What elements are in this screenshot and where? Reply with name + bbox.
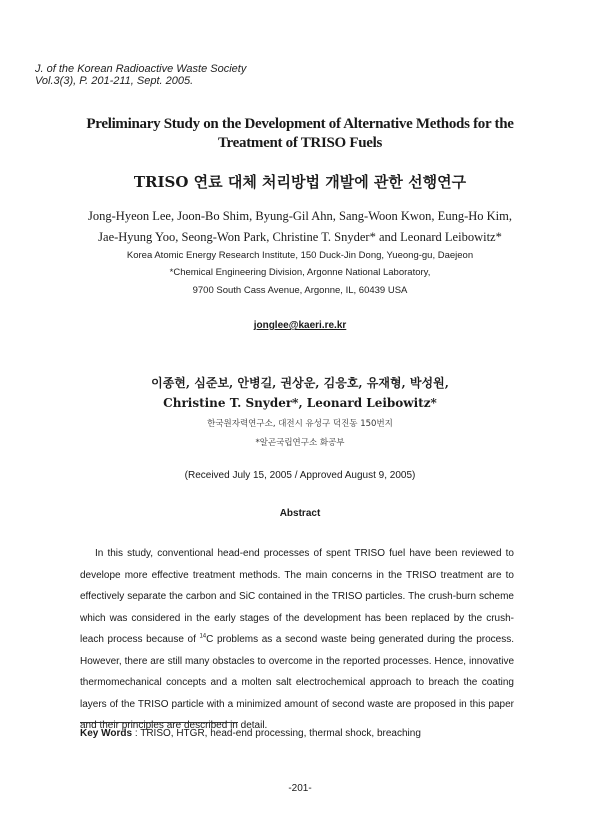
abstract-text-part1: In this study, conventional head-end processes of spent TRISO fuel have been reviewed to develope more effective treatment methods. The main concerns in the TRISO treatment are to effectively separate the carbon and SiC contained in the TRISO particles. The crush-burn scheme which was considered in the early stages of the development has been replaced by the crush-leach process because of <box>80 548 514 645</box>
korean-affiliation-argonne: *알곤국립연구소 화공부 <box>255 438 345 448</box>
paper-title-line1: Preliminary Study on the Development of Alternative Methods for the <box>86 116 514 132</box>
received-dates: (Received July 15, 2005 / Approved August 9, 2005) <box>184 470 416 481</box>
korean-affiliation-kaeri: 한국원자력연구소, 대전시 유성구 덕진동 150번지 <box>207 419 393 429</box>
journal-name: J. of the Korean Radioactive Waste Society <box>35 63 247 75</box>
affiliation-kaeri: Korea Atomic Energy Research Institute, 150 Duck-Jin Dong, Yueong-gu, Daejeon <box>126 250 474 261</box>
abstract-body <box>80 543 514 737</box>
journal-citation <box>35 63 246 87</box>
carbon-isotope-superscript: 14 <box>199 633 207 640</box>
affiliation-address: 9700 South Cass Avenue, Argonne, IL, 60439 USA <box>192 285 408 296</box>
footnote-divider <box>80 722 238 723</box>
paper-title <box>60 115 540 153</box>
author-line2: Jae-Hyung Yoo, Seong-Won Park, Christine T. Snyder* and Leonard Leibowitz* <box>98 230 502 244</box>
keywords-text: : TRISO, HTGR, head-end processing, thermal shock, breaching <box>132 728 421 739</box>
keywords <box>80 728 421 739</box>
journal-volume: Vol.3(3), P. 201-211, Sept. 2005. <box>35 75 194 87</box>
abstract-text-part2: C problems as a second waste being generated during the process. However, there are still many obstacles to overcome in the reported processes. Hence, innovative thermomechanical concepts and a molten salt electrochemical approach to breach the coating layers of the TRISO particle with a minimized amount of second waste are proposed in this paper and their principles are described in detail. <box>80 634 514 731</box>
author-line1: Jong-Hyeon Lee, Joon-Bo Shim, Byung-Gil Ahn, Sang-Woon Kwon, Eung-Ho Kim, <box>88 209 512 223</box>
page-number: -201- <box>288 783 312 794</box>
korean-title: TRISO 연료 대체 처리방법 개발에 관한 선행연구 <box>133 173 467 191</box>
paper-title-line2: Treatment of TRISO Fuels <box>217 135 383 151</box>
affiliation-argonne: *Chemical Engineering Division, Argonne National Laboratory, <box>169 267 431 278</box>
author-list <box>40 206 560 248</box>
keywords-label: Key Words <box>80 728 133 739</box>
korean-author-list <box>40 373 560 413</box>
korean-author-line1: 이종현, 심준보, 안병길, 권상운, 김응호, 유재형, 박성원, <box>151 376 449 390</box>
korean-author-line2: Christine T. Snyder*, Leonard Leibowitz* <box>163 396 437 410</box>
abstract-heading: Abstract <box>279 508 321 519</box>
corresponding-email[interactable]: jonglee@kaeri.re.kr <box>253 320 347 331</box>
